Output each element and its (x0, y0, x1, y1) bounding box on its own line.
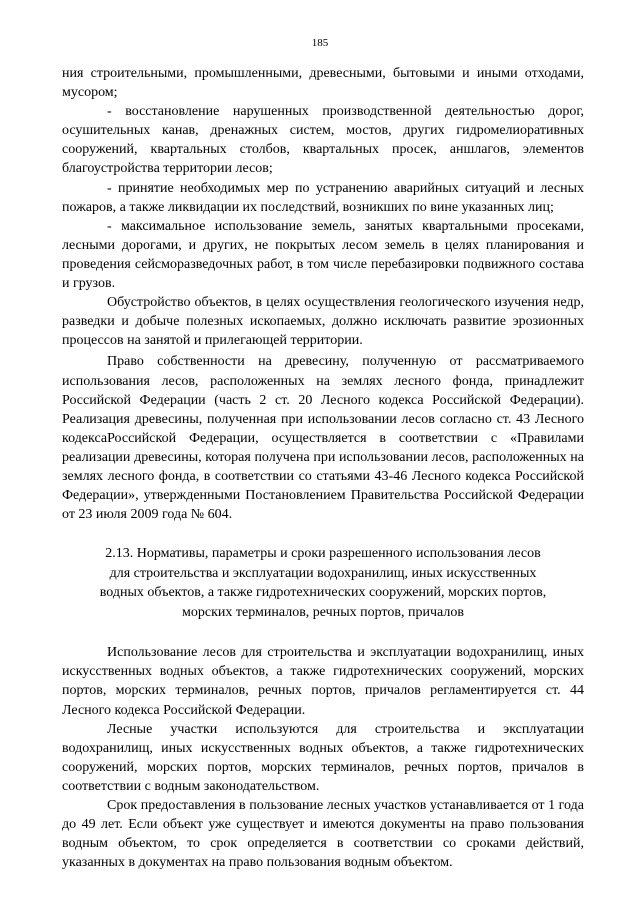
page-number: 185 (311, 37, 329, 49)
paragraph-lease-term: Срок предоставления в пользование лесных участков устанавливается от 1 года до 49 лет. Если объект уже существует и имеются документы на право пользования водным объектом, то срок определяется в соответствии со сроками действий, указанных в документах на право пользования водным объектом. (62, 798, 584, 871)
paragraph-timber-ownership: Право собственности на древесину, полученную от рассматриваемого использования лесов, расположенных на землях лесного фонда, принадлежит Российской Федерации (часть 2 ст. 20 Лесного кодекса Российской Федерации). Реализация древесины, полученная при использовании лесов согласно ст. 43 Лесного кодексаРоссийской Федерации, осуществляется в соответствии с «Правилами реализации древесины, которая получена при использовании лесов, расположенных на землях лесного фонда, в соответствии со статьями 43-46 Лесного кодекса Российской Федерации», утвержденными Постановлением Правительства Российской Федерации от 23 июля 2009 года № 604. (62, 354, 584, 523)
paragraph-land-plots: Лесные участки используются для строительства и эксплуатации водохранилищ, иных искусственных водных объектов, а также гидротехнических сооружений, морских портов, морских терминалов, речных портов, причалов в соответствии с водным законодательством. (62, 721, 584, 794)
section-heading-line: водных объектов, а также гидротехнических сооружений, морских портов, (99, 585, 547, 601)
list-item-emergency-measures: - принятие необходимых мер по устранению аварийных ситуаций и лесных пожаров, а также ликвидации их последствий, возникших по вине указанных лиц; (62, 180, 584, 215)
list-item-land-use: - максимальное использование земель, занятых квартальными просеками, лесными дорогами, и других, не покрытых лесом земель в целях планирования и проведения сейсморазведочных работ, в том числе перебазировки подвижного состава и грузов. (62, 218, 584, 292)
document-body (62, 64, 584, 872)
list-item-road-restoration: - восстановление нарушенных производственной деятельностью дорог, осушительных канав, дренажных систем, мостов, других гидромелиоративных сооружений, квартальных столбов, квартальных просек, аншлагов, элементов благоустройства территории лесов; (62, 104, 584, 177)
section-heading (62, 544, 584, 622)
section-heading-line: морских терминалов, речных портов, причалов (182, 604, 464, 620)
section-heading-line: 2.13. Нормативы, параметры и сроки разрешенного использования лесов (105, 546, 541, 562)
paragraph-regulation: Использование лесов для строительства и эксплуатации водохранилищ, иных искусственных водных объектов, а также гидротехнических сооружений, морских портов, морских терминалов, речных портов, причалов регламентируется ст. 44 Лесного кодекса Российской Федерации. (62, 645, 584, 718)
paragraph-continuation: ния строительными, промышленными, древесными, бытовыми и иными отходами, мусором; (62, 66, 584, 101)
paragraph-erosion: Обустройство объектов, в целях осуществления геологического изучения недр, разведки и добыче полезных ископаемых, должно исключать развитие эрозионных процессов на занятой и прилегающей территории. (62, 295, 584, 349)
section-heading-line: для строительства и эксплуатации водохранилищ, иных искусственных (109, 565, 537, 581)
